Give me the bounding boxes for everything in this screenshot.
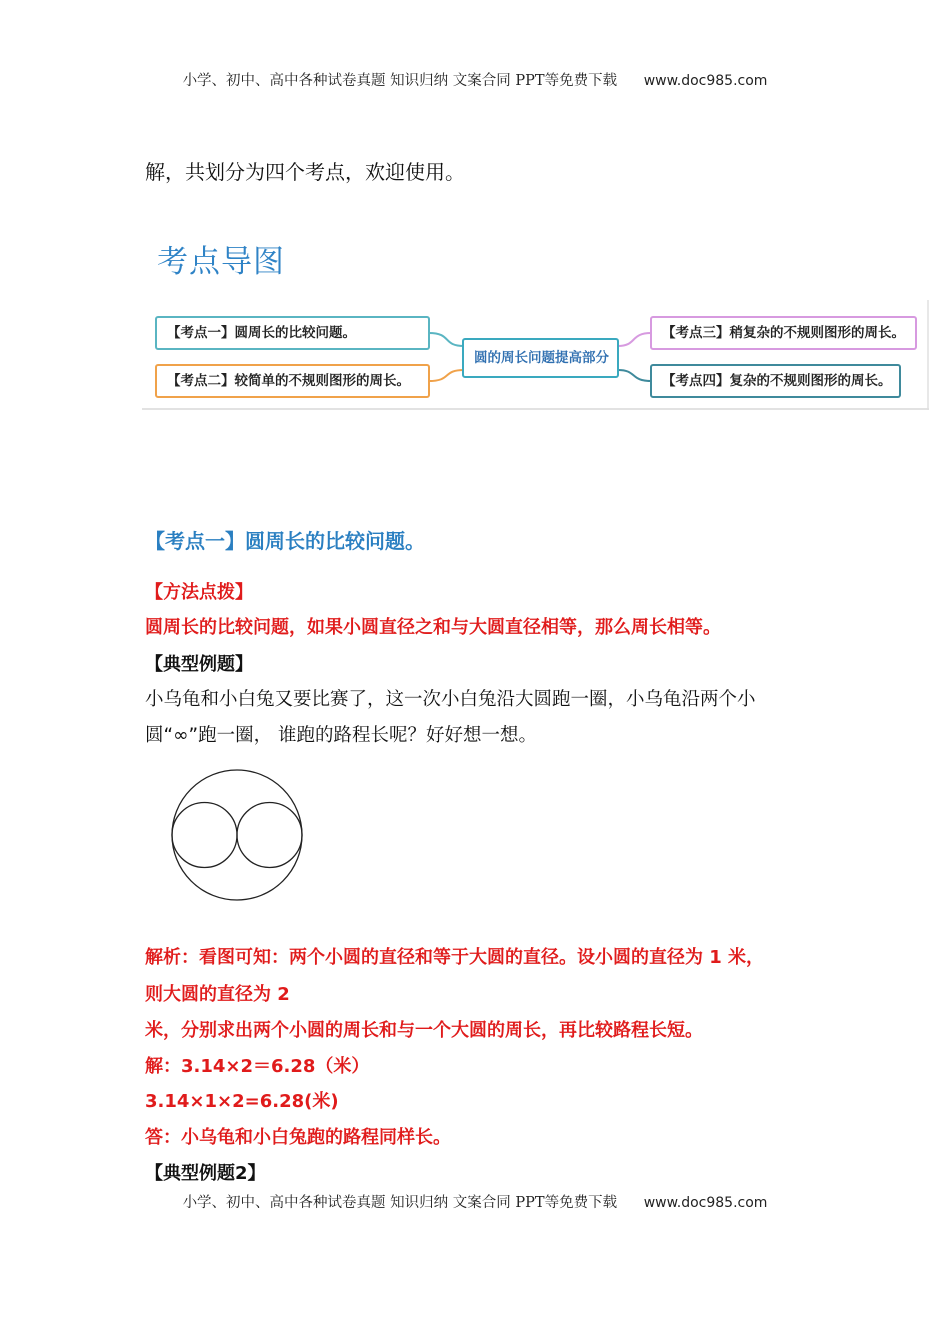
small-circle-left bbox=[172, 803, 237, 868]
mindmap bbox=[142, 300, 929, 411]
circles-figure bbox=[165, 768, 310, 903]
mindmap-title: 考点导图 bbox=[157, 244, 285, 280]
mindmap-node-4: 【考点四】复杂的不规则图形的周长。 bbox=[650, 364, 901, 398]
answer-line: 答：小乌龟和小白兔跑的路程同样长。 bbox=[145, 1127, 451, 1148]
example-line-2: 圆“∞”跑一圈， 谁跑的路程长呢？好好想一想。 bbox=[145, 725, 537, 746]
footer-url[interactable]: www.doc985.com bbox=[643, 1195, 768, 1211]
example-line-1: 小乌龟和小白兔又要比赛了，这一次小白兔沿大圆跑一圈，小乌龟沿两个小 bbox=[145, 689, 756, 710]
connector-node3 bbox=[618, 333, 651, 346]
mindmap-node-3: 【考点三】稍复杂的不规则图形的周长。 bbox=[650, 316, 917, 350]
connector-node1 bbox=[429, 333, 464, 346]
mindmap-node-1: 【考点一】圆周长的比较问题。 bbox=[155, 316, 430, 350]
method-label: 【方法点拨】 bbox=[145, 582, 253, 603]
mindmap-center: 圆的周长问题提高部分 bbox=[462, 338, 619, 378]
connector-node4 bbox=[618, 370, 651, 381]
connector-node2 bbox=[429, 370, 464, 381]
solution-line-2: 3.14×1×2=6.28(米) bbox=[145, 1091, 339, 1112]
solution-line-1: 解：3.14×2＝6.28（米） bbox=[145, 1056, 370, 1077]
section1-title: 【考点一】圆周长的比较问题。 bbox=[145, 529, 425, 553]
example2-label: 【典型例题2】 bbox=[145, 1163, 266, 1184]
method-text: 圆周长的比较问题，如果小圆直径之和与大圆直径相等，那么周长相等。 bbox=[145, 617, 721, 638]
example-label: 【典型例题】 bbox=[145, 654, 253, 675]
mindmap-node-2: 【考点二】较简单的不规则图形的周长。 bbox=[155, 364, 430, 398]
footer-text: 小学、初中、高中各种试卷真题 知识归纳 文案合同 PPT等免费下载 bbox=[182, 1195, 618, 1211]
small-circle-right bbox=[237, 803, 302, 868]
analysis-line-1: 解析：看图可知：两个小圆的直径和等于大圆的直径。设小圆的直径为 1 米， bbox=[145, 947, 765, 968]
page-footer bbox=[0, 1191, 950, 1212]
header-text: 小学、初中、高中各种试卷真题 知识归纳 文案合同 PPT等免费下载 bbox=[182, 73, 618, 89]
analysis-line-2: 则大圆的直径为 2 bbox=[145, 984, 290, 1005]
header-url[interactable]: www.doc985.com bbox=[643, 73, 768, 89]
page-header bbox=[0, 69, 950, 90]
analysis-line-3: 米，分别求出两个小圆的周长和与一个大圆的周长，再比较路程长短。 bbox=[145, 1020, 703, 1041]
intro-text: 解，共划分为四个考点，欢迎使用。 bbox=[145, 160, 465, 184]
